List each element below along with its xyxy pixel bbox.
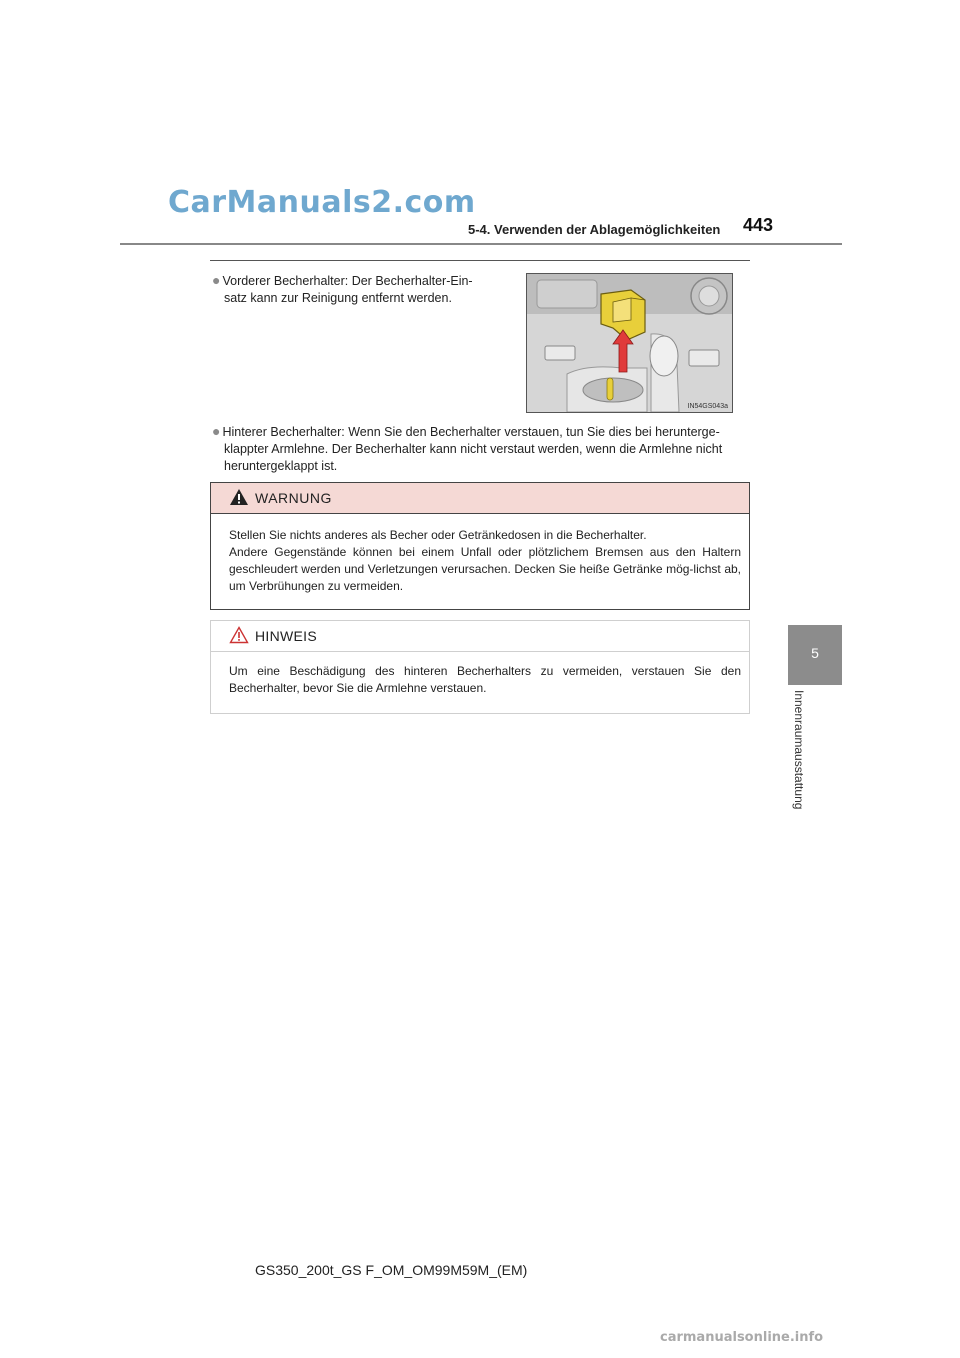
caution-triangle-icon — [229, 626, 249, 644]
warning-box — [210, 482, 750, 610]
bullet-front-cupholder — [212, 272, 520, 307]
cupholder-illustration-graphic — [527, 274, 732, 412]
section-title: 5-4. Verwenden der Ablagemöglichkeiten — [468, 222, 721, 237]
bullet-line: Vorderer Becherhalter: Der Becherhalter-Ein- — [222, 274, 473, 288]
bullet-line: klappter Armlehne. Der Becherhalter kann nicht verstaut werden, wenn die Armlehne nicht — [224, 442, 723, 456]
warning-line: Andere Gegenstände können bei einem Unfall oder plötzlichem Bremsen aus den Haltern geschleudert werden und Verletzungen verursachen. Decken Sie heiße Getränke mög-lichst ab, um Verbrühungen zu vermeiden. — [229, 545, 741, 593]
bullet-rear-cupholder — [212, 423, 752, 475]
footer-code: GS350_200t_GS F_OM_OM99M59M_(EM) — [255, 1262, 528, 1278]
warning-triangle-icon — [229, 488, 249, 506]
header-rule — [120, 243, 842, 245]
bullet-marker: ● — [212, 423, 221, 439]
bullet-line: heruntergeklappt ist. — [224, 459, 338, 473]
note-title: HINWEIS — [255, 628, 317, 644]
bullet-line: satz kann zur Reinigung entfernt werden. — [224, 291, 452, 305]
warning-title: WARNUNG — [255, 490, 332, 506]
note-body: Um eine Beschädigung des hinteren Becherhalters zu vermeiden, verstauen Sie den Becherhalter, bevor Sie die Armlehne verstauen. — [229, 664, 741, 695]
chapter-tab: 5 — [788, 625, 842, 685]
bullet-line: Hinterer Becherhalter: Wenn Sie den Becherhalter verstauen, tun Sie dies bei herunterge- — [222, 425, 720, 439]
note-header — [211, 621, 749, 652]
cupholder-illustration — [526, 273, 733, 413]
watermark-top: CarManuals2.com — [168, 185, 476, 220]
watermark-bottom: carmanualsonline.info — [660, 1330, 824, 1345]
section-rule — [210, 260, 750, 261]
page-number: 443 — [743, 215, 774, 235]
warning-body — [229, 527, 741, 595]
figure-code: IN54GS043a — [687, 403, 728, 410]
chapter-label: Innenraumausstattung — [792, 690, 806, 810]
bullet-marker: ● — [212, 272, 221, 288]
note-box — [210, 620, 750, 714]
warning-header — [211, 483, 749, 514]
warning-line: Stellen Sie nichts anderes als Becher oder Getränkedosen in die Becherhalter. — [229, 528, 647, 542]
